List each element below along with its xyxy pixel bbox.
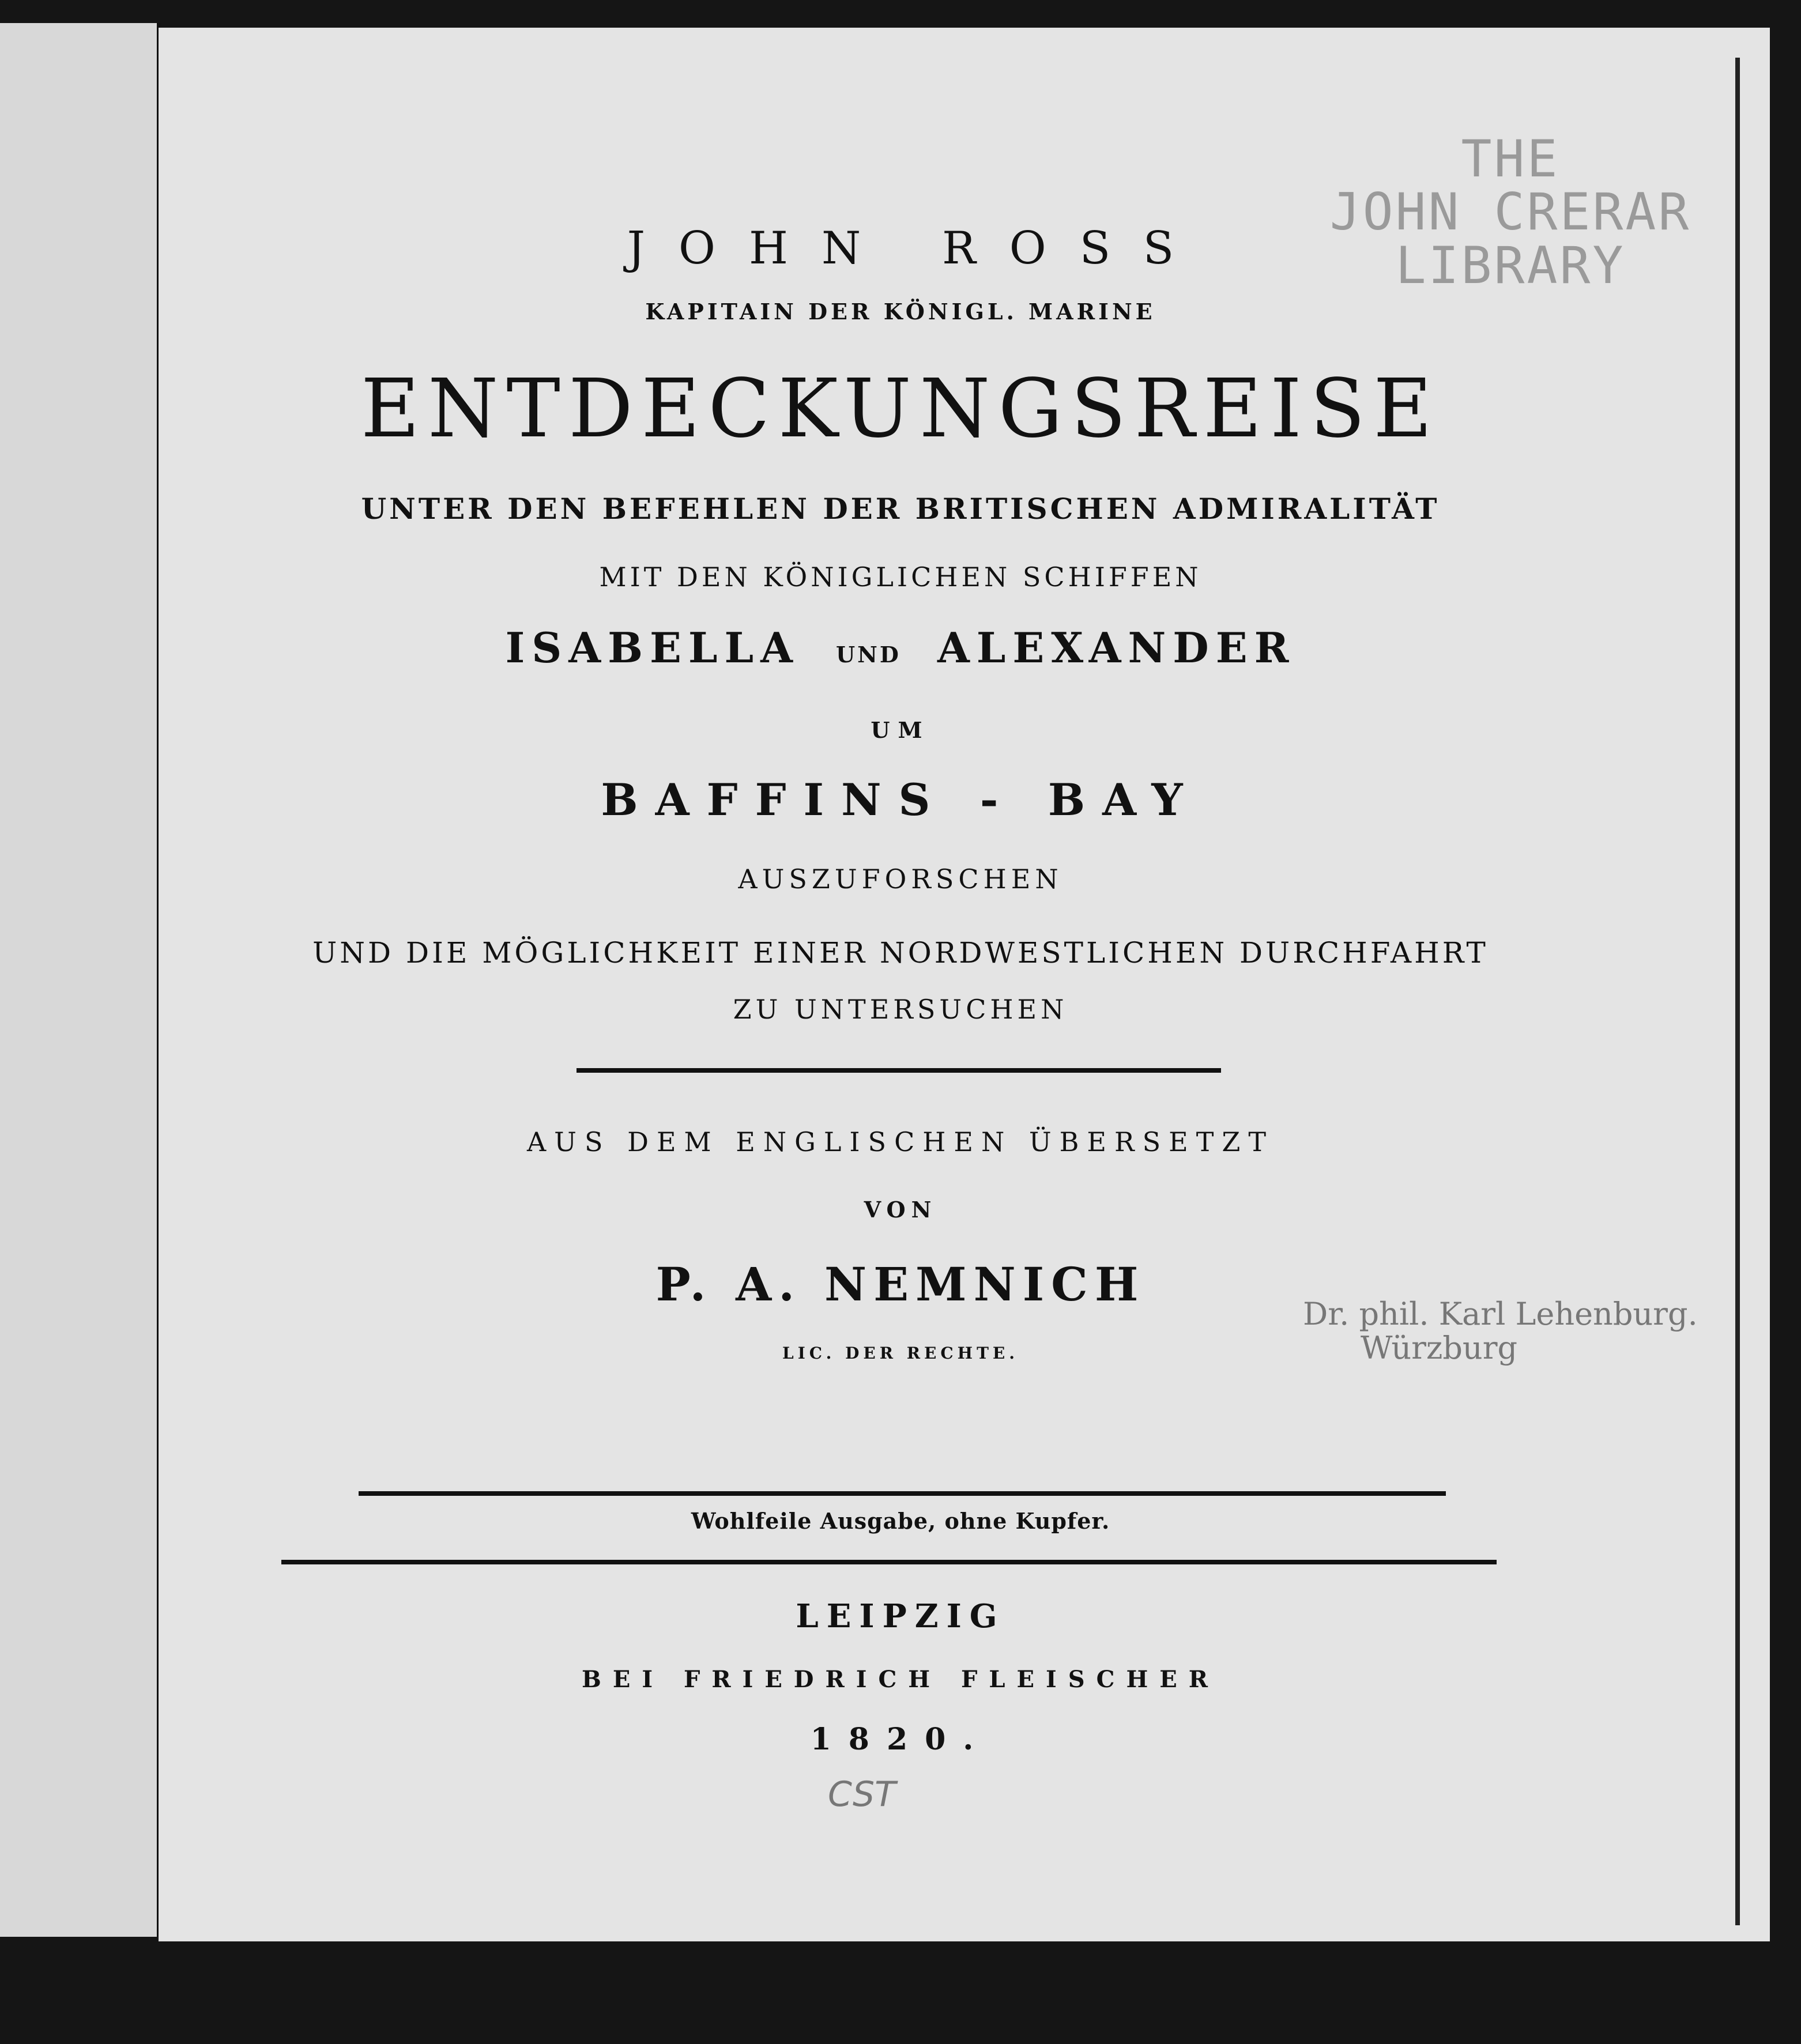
imprint-year: 1820. <box>810 1722 991 1757</box>
edition-note: Wohlfeile Ausgabe, ohne Kupfer. <box>691 1508 1110 1534</box>
ship-alexander: ALEXANDER <box>937 623 1296 672</box>
imprint-publisher: BEI FRIEDRICH FLEISCHER <box>582 1666 1219 1693</box>
word-von: VON <box>864 1197 937 1223</box>
page-edge-line <box>1735 58 1740 1925</box>
translator-title: LIC. DER RECHTE. <box>782 1344 1019 1363</box>
subtitle-line-4: UND DIE MÖGLICHKEIT EINER NORDWESTLICHEN DURCHFAHRT <box>312 936 1489 970</box>
library-stamp-line-3: LIBRARY <box>1395 235 1626 295</box>
subtitle-line-3: AUSZUFORSCHEN <box>738 863 1063 895</box>
ships-line <box>0 623 1801 672</box>
author-name: JOHN ROSS <box>627 222 1208 274</box>
translated-line: AUS DEM ENGLISCHEN ÜBERSETZT <box>526 1126 1275 1157</box>
pencil-note: CST <box>828 1774 896 1815</box>
subtitle-line-2: MIT DEN KÖNIGLICHEN SCHIFFEN <box>599 561 1202 593</box>
word-um: UM <box>871 717 930 743</box>
ship-isabella: ISABELLA <box>505 623 800 672</box>
translator-name: P. A. NEMNICH <box>655 1257 1146 1311</box>
author-rank: KAPITAIN DER KÖNIGL. MARINE <box>645 299 1156 325</box>
owner-stamp-line-2: Würzburg <box>1361 1330 1518 1367</box>
subtitle-line-5: ZU UNTERSUCHEN <box>733 994 1068 1025</box>
main-title: ENTDECKUNGSREISE <box>360 362 1441 456</box>
owner-stamp-line-1: Dr. phil. Karl Lehenburg. <box>1303 1296 1698 1332</box>
owner-stamp <box>1303 1297 1698 1366</box>
divider-rule-3 <box>281 1560 1497 1564</box>
conjunction-und: UND <box>836 642 901 667</box>
divider-rule-2 <box>359 1491 1446 1496</box>
subtitle-line-1: UNTER DEN BEFEHLEN DER BRITISCHEN ADMIRALITÄT <box>361 492 1440 526</box>
imprint-city: LEIPZIG <box>796 1597 1005 1635</box>
divider-rule-1 <box>577 1068 1221 1073</box>
place-baffins-bay: BAFFINS - BAY <box>601 774 1200 825</box>
library-stamp-line-1: THE <box>1461 129 1560 188</box>
library-stamp-line-2: JOHN CRERAR <box>1329 182 1691 242</box>
